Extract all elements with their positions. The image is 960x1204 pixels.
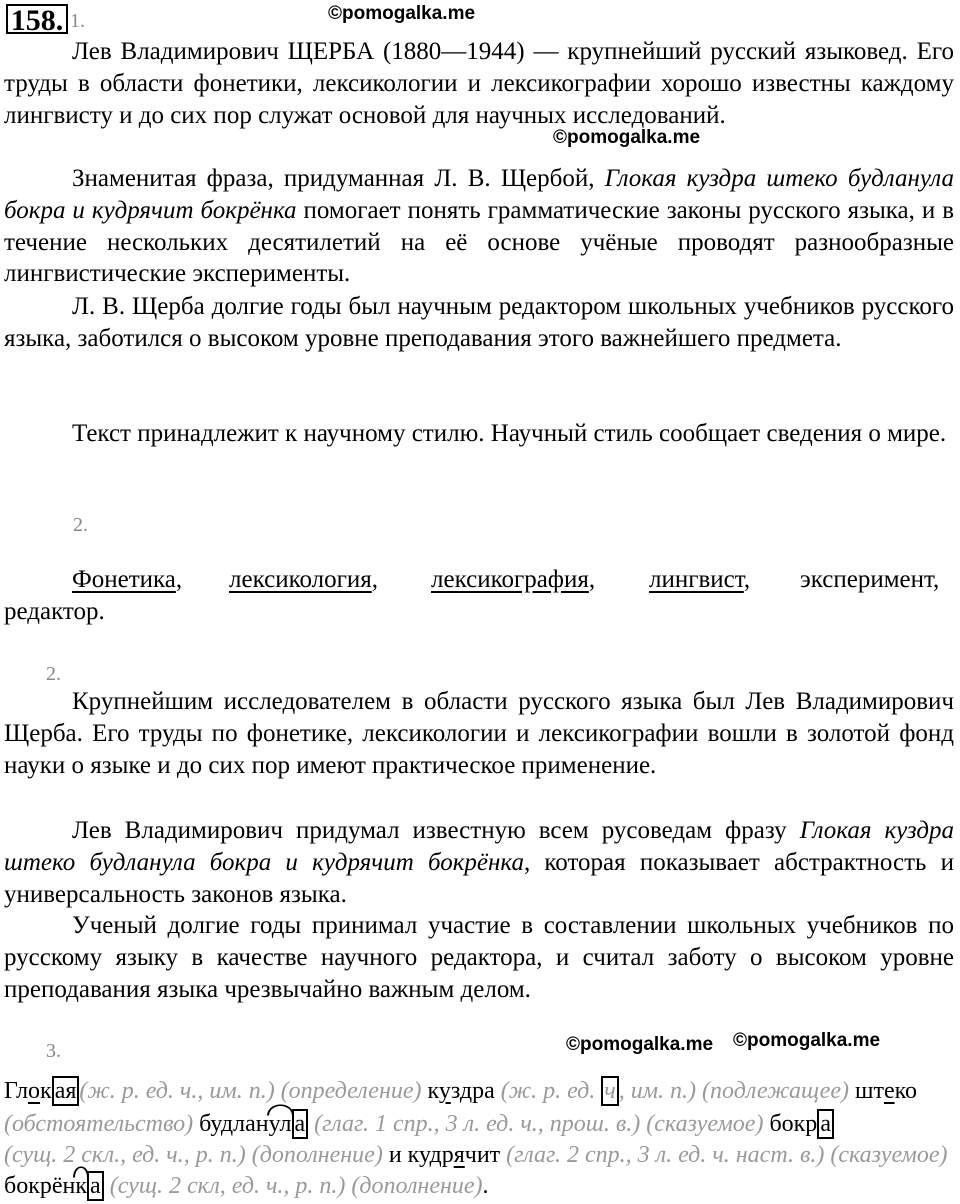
paragraph-3: Л. В. Щерба долгие годы был научным редактором школьных учебников русского языка, заботился о высоком уровне преподавания этого важнейшего предмета. — [4, 293, 954, 352]
word-leksikografiya: лексикография — [431, 566, 589, 593]
label-3: 3. — [46, 1040, 61, 1062]
watermark: ©pomogalka.me — [328, 3, 476, 24]
nonsense-phrase: Глокая куздра штеко будланула бокра и кудрячит бокрёнка — [4, 165, 954, 224]
parse-line-1 — [4, 1076, 959, 1107]
task-number: 158. — [6, 4, 68, 34]
annotation: (ж. р. ед. ч , им. п.) (подлежащее) — [500, 1078, 849, 1104]
ending-box: а — [292, 1109, 309, 1139]
word-leksikologiya: лексикология — [229, 566, 372, 593]
watermark: ©pomogalka.me — [553, 127, 701, 148]
label-2b: 2. — [46, 663, 61, 685]
annotation: (глаг. 1 спр., 3 л. ед. ч., прош. в.) (сказуемое) — [314, 1111, 764, 1137]
nonsense-phrase: Глокая куздра штеко будланула бокра и кудрячит бокрёнка — [4, 817, 955, 876]
paragraph-5: Крупнейшим исследователем в области русского языка был Лев Владимирович Щерба. Его труды по фонетике, лексикологии и лексикографии вошли в золотой фонд науки о языке и до сих пор имеют практическое применение. — [4, 688, 954, 779]
annotation: (сущ. 2 скл, ед. ч., р. п.) (дополнение) — [109, 1173, 483, 1199]
word-budlanula: будланул а — [199, 1109, 308, 1139]
paragraph-6: Лев Владимирович придумал известную всем русоведам фразу Глокая куздра штеко будланула бокра и кудрячит бокрёнка, которая показывает абстрактность и универсальность законов языка. — [4, 817, 955, 908]
annotation: (глаг. 2 спр., 3 л. ед. ч. наст. в.) (сказуемое) — [506, 1142, 948, 1168]
annotation: (ж. р. ед. ч., им. п.) (определение) — [79, 1078, 422, 1104]
word-kuzdra: куздра — [427, 1078, 495, 1104]
word-redaktor: редактор. — [4, 598, 105, 625]
parse-line-2 — [4, 1109, 959, 1140]
paragraph-7: Ученый долгие годы принимал участие в составлении школьных учебников по русскому языку в качестве научного редактора, и считал заботу о высоком уровне преподавания языка чрезвычайно важным делом. — [4, 912, 954, 1003]
word-kudryachit: кудрячит — [407, 1142, 501, 1168]
ending-box: а — [817, 1109, 834, 1139]
word-shteko: штеко — [854, 1078, 918, 1104]
suffix-arc: к — [75, 1173, 88, 1199]
parse-line-3: (сущ. 2 скл., ед. ч., р. п.) (дополнение) и кудрячит (глаг. 2 спр., 3 л. ед. ч. наст. в.) (сказуемое) — [4, 1142, 948, 1168]
word-bokryonka: бокрёнк а — [4, 1171, 104, 1201]
word-bokra: бокр а — [769, 1109, 834, 1139]
paragraph-4: Текст принадлежит к научному стилю. Научный стиль сообщает сведения о мире. — [72, 420, 947, 447]
watermark: ©pomogalka.me — [733, 1030, 881, 1051]
annotation: (обстоятельство) — [4, 1111, 194, 1137]
label-1: 1. — [70, 10, 85, 32]
word-eksperiment: эксперимент, — [800, 566, 940, 593]
ending-box: ая — [52, 1076, 80, 1106]
label-2: 2. — [73, 514, 88, 536]
ending-box: а — [87, 1171, 104, 1201]
paragraph-2: Знаменитая фраза, придуманная Л. В. Щербой, Глокая куздра штеко будланула бокра и кудрячит бокрёнка помогает понять грамматические законы русского языка, и в течение нескольких десятилетий на её основе учёные проводят разнообразные лингвистические эксперименты. — [4, 165, 954, 288]
word-fonetika: Фонетика — [72, 566, 176, 593]
parse-line-4: бокрёнк а (сущ. 2 скл, ед. ч., р. п.) (дополнение). — [4, 1173, 489, 1199]
paragraph-1: Лев Владимирович ЩЕРБА (1880—1944) — крупнейший русский языковед. Его труды в области фонетики, лексикологии и лексикографии хорошо известны каждому лингвисту и до сих пор служат основой для научных исследований. — [4, 38, 954, 129]
annotation: (сущ. 2 скл., ед. ч., р. п.) (дополнение) — [4, 1142, 383, 1168]
watermark: ©pomogalka.me — [566, 1034, 714, 1055]
word-glokaya: Глок ая — [4, 1076, 79, 1106]
suffix-arc: ул — [268, 1111, 292, 1137]
word-list: Фонетика, лексикология, лексикография, лингвист, эксперимент, редактор. — [4, 564, 954, 634]
word-lingvist: лингвист — [649, 566, 744, 593]
